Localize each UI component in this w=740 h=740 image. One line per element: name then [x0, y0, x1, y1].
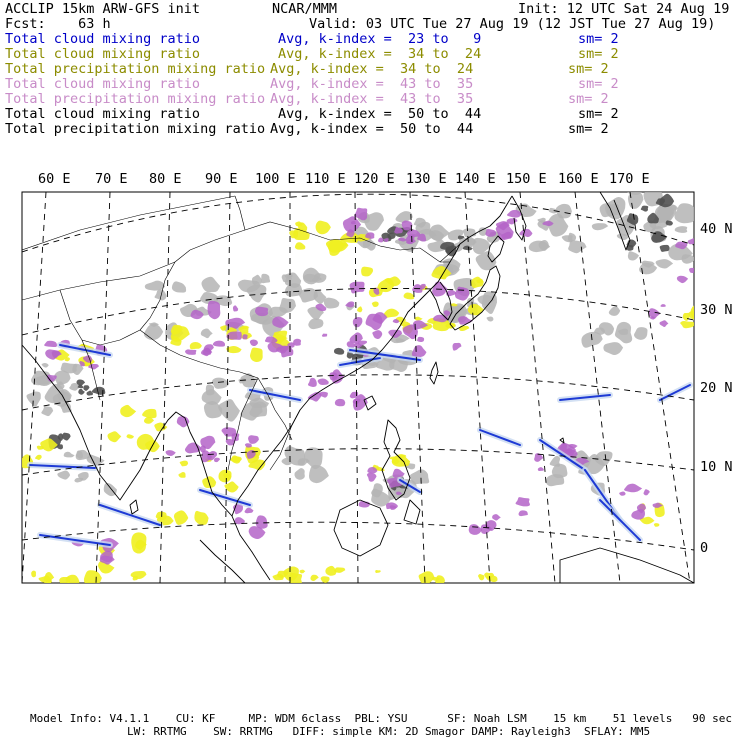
yellow-mid-cloud	[289, 573, 302, 587]
legend-name-5: Total precipitation mixing ratio	[5, 91, 266, 107]
legend-avg-2: Avg, k-index = 34 to 24	[278, 46, 482, 62]
legend-sm-2: sm= 2	[578, 46, 619, 62]
purple-upper-cloud	[242, 334, 247, 339]
legend-avg-3: Avg, k-index = 34 to 24	[270, 61, 474, 77]
legend-name-6: Total cloud mixing ratio	[5, 106, 201, 122]
lon-label: 130 E	[406, 171, 447, 187]
legend-avg-1: Avg, k-index = 23 to 9	[278, 31, 482, 47]
model-info-line1: Model Info: V4.1.1 CU: KF MP: WDM 6class PBL: YSU SF: Noah LSM 15 km 51 levels 90 sec	[30, 712, 732, 725]
lat-label: 20 N	[700, 380, 733, 396]
legend-avg-7: Avg, k-index = 50 to 44	[270, 121, 474, 137]
lon-label: 110 E	[305, 171, 346, 187]
gray-cloud	[463, 228, 476, 237]
yellow-mid-cloud	[218, 470, 231, 483]
legend-sm-5: sm= 2	[568, 91, 609, 107]
model-info-line2: LW: RRTMG SW: RRTMG DIFF: simple KM: 2D Smagor DAMP: Rayleigh3 SFLAY: MM5	[127, 725, 651, 738]
purple-upper-cloud	[350, 282, 365, 294]
lon-label: 150 E	[506, 171, 547, 187]
legend-name-1: Total cloud mixing ratio	[5, 31, 201, 47]
lat-label: 10 N	[700, 459, 733, 475]
legend-avg-4: Avg, k-index = 43 to 35	[270, 76, 474, 92]
lon-label: 170 E	[609, 171, 650, 187]
legend-name-3: Total precipitation mixing ratio	[5, 61, 266, 77]
purple-upper-cloud	[335, 399, 346, 406]
purple-upper-cloud	[689, 268, 699, 273]
legend-sm-6: sm= 2	[578, 106, 619, 122]
model-title: ACCLIP 15km ARW-GFS init	[5, 1, 201, 17]
yellow-mid-cloud	[59, 577, 70, 587]
lat-label: 0	[700, 540, 709, 556]
valid-time: Valid: 03 UTC Tue 27 Aug 19 (12 JST Tue 27 Aug 19)	[309, 16, 716, 32]
lon-label: 140 E	[455, 171, 496, 187]
lat-label: 30 N	[700, 302, 733, 318]
lon-label: 160 E	[558, 171, 599, 187]
yellow-mid-cloud	[131, 532, 146, 553]
yellow-mid-cloud	[133, 576, 138, 581]
lon-label: 90 E	[205, 171, 238, 187]
lat-label: 40 N	[700, 221, 733, 237]
org-label: NCAR/MMM	[272, 1, 338, 17]
lon-label: 80 E	[149, 171, 182, 187]
legend-sm-1: sm= 2	[578, 31, 619, 47]
lon-label: 120 E	[354, 171, 395, 187]
lon-label: 70 E	[95, 171, 128, 187]
dark-cloud	[660, 245, 670, 252]
lon-label: 60 E	[38, 171, 71, 187]
purple-upper-cloud	[417, 337, 424, 342]
init-time: Init: 12 UTC Sat 24 Aug 19	[518, 1, 730, 17]
legend-name-4: Total cloud mixing ratio	[5, 76, 201, 92]
yellow-mid-cloud	[250, 348, 263, 362]
legend-sm-7: sm= 2	[568, 121, 609, 137]
legend-name-2: Total cloud mixing ratio	[5, 46, 201, 62]
purple-upper-cloud	[293, 339, 301, 346]
legend-name-7: Total precipitation mixing ratio	[5, 121, 266, 137]
forecast-hour: Fcst: 63 h	[5, 16, 111, 32]
legend-avg-6: Avg, k-index = 50 to 44	[278, 106, 482, 122]
lon-label: 100 E	[255, 171, 296, 187]
legend-avg-5: Avg, k-index = 43 to 35	[270, 91, 474, 107]
legend-sm-4: sm= 2	[578, 76, 619, 92]
legend-sm-3: sm= 2	[568, 61, 609, 77]
yellow-mid-cloud	[31, 571, 36, 578]
gray-cloud	[206, 385, 215, 396]
